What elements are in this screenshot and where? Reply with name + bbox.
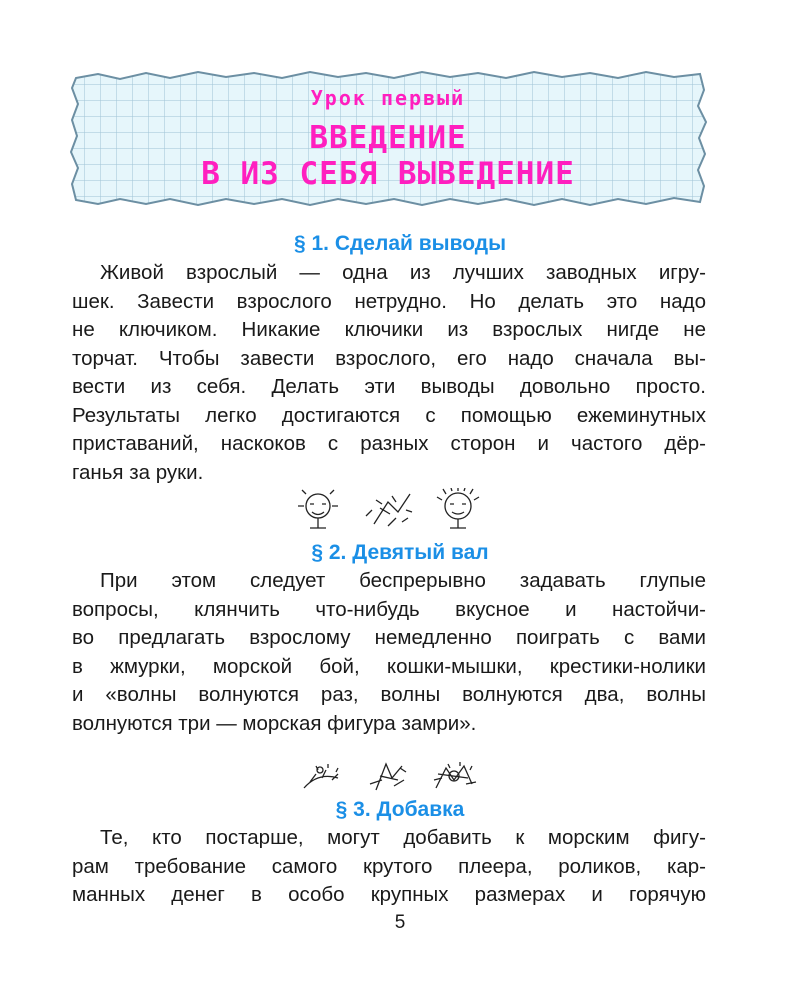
section-heading-1: § 1. Сделай выводы xyxy=(293,232,507,255)
children-doodles-icon xyxy=(298,758,484,794)
page-number: 5 xyxy=(394,912,406,933)
lesson-title xyxy=(68,120,708,192)
lesson-title-line1: ВВЕДЕНИЕ xyxy=(309,120,467,156)
children-doodles-icon xyxy=(296,488,486,530)
section-heading-2: § 2. Девятый вал xyxy=(311,541,489,564)
text-line: торчат. Чтобы завести взрослого, его надо сначала вы- xyxy=(72,346,706,370)
text-line: в жмурки, морской бой, кошки-мышки, крестики-нолики xyxy=(72,654,706,678)
text-line: приставаний, наскоков с разных сторон и частого дёр- xyxy=(72,432,706,455)
text-line: Результаты легко достигаются с помощью ежеминутных xyxy=(72,403,706,427)
text-line: ганья за руки. xyxy=(72,460,204,484)
lesson-label: Урок первый xyxy=(310,86,466,110)
text-line: Живой взрослый — одна из лучших заводных игру- xyxy=(100,261,706,284)
text-line: рам требование самого крутого плеера, роликов, кар- xyxy=(72,854,706,878)
lesson-title-line2: В ИЗ СЕБЯ ВЫВЕДЕНИЕ xyxy=(201,156,575,192)
section-3-paragraph xyxy=(72,824,706,910)
text-line: во предлагать взрослому немедленно поиграть с вами xyxy=(72,626,706,649)
section-1-paragraph xyxy=(72,259,706,487)
text-line: не ключиком. Никакие ключики из взрослых нигде не xyxy=(72,318,706,341)
text-line: вести из себя. Делать эти выводы довольно просто. xyxy=(72,375,706,398)
text-line: вопросы, клянчить что-нибудь вкусное и настойчи- xyxy=(72,597,706,621)
text-line: и «волны волнуются раз, волны волнуются два, волны xyxy=(72,683,706,706)
lesson-banner xyxy=(68,68,708,208)
text-line: Те, кто постарше, могут добавить к морским фигу- xyxy=(100,826,706,849)
section-2-paragraph xyxy=(72,567,706,738)
text-line: шек. Завести взрослого нетрудно. Но делать это надо xyxy=(72,289,706,313)
text-line: волнуются три — морская фигура замри». xyxy=(72,711,477,735)
text-line: При этом следует беспрерывно задавать глупые xyxy=(100,569,706,592)
section-heading-3: § 3. Добавка xyxy=(335,798,465,821)
text-line: манных денег в особо крупных размерах и горячую xyxy=(72,883,706,906)
